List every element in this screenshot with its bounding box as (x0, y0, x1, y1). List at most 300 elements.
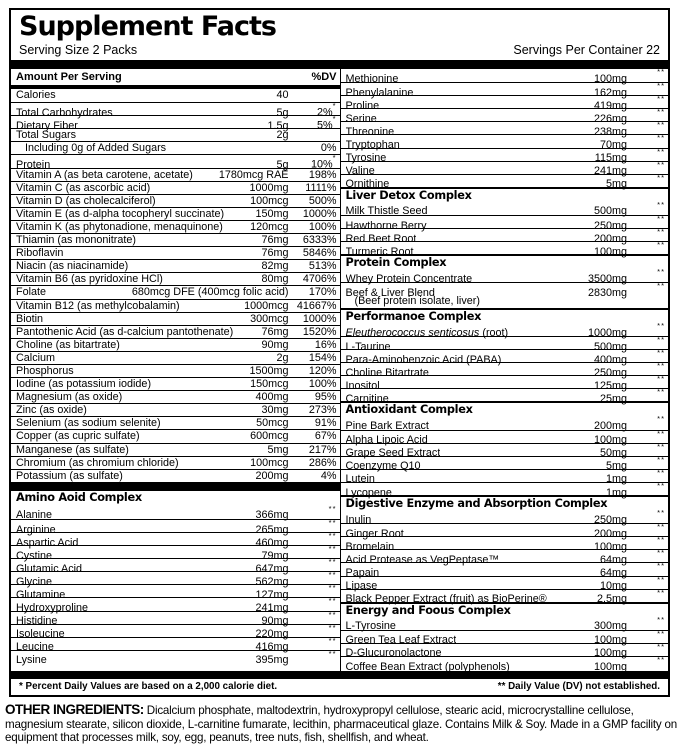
nutrient-amount: 680mcg DFE (400mcg folic acid) (131, 286, 289, 299)
nutrient-amount: 241mg (593, 165, 627, 178)
nutrient-dv: 91% (314, 417, 337, 430)
nutrient-dv: 16% (314, 338, 337, 351)
nutrient-dv: 120% (308, 364, 337, 377)
nutrient-name: Inositol (345, 379, 380, 392)
nutrient-dv: 1520% (302, 325, 337, 338)
nutrient-name: Beef & Liver Blend (345, 286, 435, 299)
nutrient-dv: ** (657, 480, 665, 490)
footnote-daily-values: * Percent Daily Values are based on a 2,000 calorie diet. (19, 681, 278, 692)
nutrient-dv: ** (657, 428, 665, 438)
nutrient-name: Vitamin B6 (as pyridoxine HCl) (16, 273, 163, 286)
nutrient-dv: 286% (308, 456, 337, 469)
nutrient-name: Vitamin A (as beta carotene, acetate) (16, 168, 193, 181)
nutrient-dv: 0% (320, 142, 337, 155)
nutrient-dv: ** (657, 107, 665, 117)
nutrient-row (11, 429, 340, 442)
nutrient-name: Thiamin (as mononitrate) (16, 234, 137, 247)
nutrient-amount: 5g (276, 159, 289, 172)
nutrient-amount: 250mg (593, 513, 627, 526)
nutrient-amount: 5mg (267, 443, 289, 456)
nutrient-amount: 5mg (605, 178, 627, 191)
nutrient-dv: ** (657, 267, 665, 277)
nutrient-dv: 2%* (316, 101, 337, 119)
nutrient-dv: ** (328, 648, 337, 658)
nutrient-dv: 10%* (310, 153, 337, 172)
nutrient-row (11, 194, 340, 207)
nutrient-dv: 6333% (302, 234, 337, 247)
nutrient-name: Aspartic Acid (16, 536, 79, 549)
nutrient-name: Bromelain (345, 540, 395, 553)
nutrient-row (11, 141, 340, 154)
nutrient-row (11, 503, 340, 522)
nutrient-name: Magnesium (as oxide) (16, 391, 123, 404)
nutrient-amount: 70mg (599, 139, 627, 152)
left-rows (11, 89, 340, 667)
nutrient-row (11, 285, 340, 298)
nutrient-dv: ** (657, 227, 665, 237)
nutrient-name: Pine Bark Extract (345, 420, 429, 433)
nutrient-amount: 76mg (261, 247, 289, 260)
nutrient-name: Zinc (as oxide) (16, 404, 87, 417)
nutrient-row (11, 583, 340, 601)
nutrient-row (11, 299, 340, 312)
nutrient-name: Lysine (16, 654, 47, 667)
nutrient-row (11, 246, 340, 259)
nutrient-amount: 250mg (593, 219, 627, 232)
nutrient-dv: ** (657, 69, 665, 76)
nutrient-dv: ** (328, 570, 337, 580)
nutrient-name: Coenzyme Q10 (345, 460, 421, 473)
nutrient-dv: 1000% (302, 207, 337, 220)
nutrient-dv: ** (657, 614, 665, 624)
nutrient-dv: ** (657, 374, 665, 384)
nutrient-row (341, 69, 669, 85)
nutrient-name: Pantothenic Acid (as d-calcium pantothenate) (16, 325, 234, 338)
nutrient-row (11, 312, 340, 325)
nutrient-dv: ** (657, 240, 665, 250)
nutrient-row (11, 272, 340, 285)
nutrient-dv: ** (328, 503, 337, 513)
nutrient-amount: 460mg (255, 536, 289, 549)
nutrient-row (11, 403, 340, 416)
nutrient-row (11, 89, 340, 102)
nutrient-name: Lycopene (345, 486, 392, 499)
nutrient-dv: ** (328, 622, 337, 632)
nutrient-amount: 90mg (261, 615, 289, 628)
nutrient-name: Grape Seed Extract (345, 447, 441, 460)
nutrient-amount: 10mg (599, 580, 627, 593)
nutrient-dv: 154% (308, 351, 337, 364)
nutrient-name: Selenium (as sodium selenite) (16, 417, 161, 430)
serving-info-row (11, 42, 668, 60)
nutrient-row (11, 443, 340, 456)
facts-title: Supplement Facts (19, 11, 276, 42)
nutrient-dv: 1111% (305, 181, 337, 194)
nutrient-amount: 241mg (255, 602, 289, 615)
nutrient-name: Ornithine (345, 178, 390, 191)
nutrient-amount: 250mg (593, 366, 627, 379)
nutrient-name: Vitamin B12 (as methylcobalamin) (16, 299, 180, 312)
nutrient-amount: 1.5g (267, 119, 289, 132)
nutrient-amount: 220mg (255, 628, 289, 641)
nutrient-name: D-Glucuronolactone (345, 647, 442, 660)
section-divider-bar (11, 482, 340, 491)
nutrient-row (341, 320, 669, 339)
nutrient-dv: 4% (320, 469, 337, 482)
nutrient-amount: 226mg (593, 112, 627, 125)
nutrient-dv: ** (657, 561, 665, 571)
nutrient-amount: 90mg (261, 338, 289, 351)
nutrient-name: Hydroxyproline (16, 602, 89, 615)
nutrient-amount: 79mg (261, 549, 289, 562)
nutrient-amount: 25mg (599, 392, 627, 405)
nutrient-amount: 2g (276, 129, 289, 142)
nutrient-dv: ** (657, 387, 665, 397)
nutrient-dv: ** (328, 609, 337, 619)
nutrient-name: Proline (345, 99, 380, 112)
right-column (340, 69, 669, 671)
nutrient-dv: 170% (308, 286, 337, 299)
nutrient-dv: 217% (308, 443, 337, 456)
nutrient-amount: 416mg (255, 641, 289, 654)
nutrient-dv: ** (657, 199, 665, 209)
nutrient-name: Coffee Bean Extract (polyphenols) (345, 660, 510, 671)
nutrient-name: Calories (16, 89, 56, 101)
nutrient-name: Milk Thistle Seed (345, 205, 428, 218)
nutrient-dv: ** (657, 120, 665, 130)
section-header: Amino Aoid Complex (16, 490, 142, 504)
nutrient-name: Glutamine (16, 588, 66, 601)
nutrient-dv: 500% (308, 194, 337, 207)
dv-header: %DV (311, 71, 337, 83)
nutrient-name: Carnitine (345, 392, 389, 405)
section-header: Performanoe Complex (341, 308, 669, 323)
right-rows (341, 69, 669, 669)
nutrient-amount: 3500mg (587, 272, 627, 285)
nutrient-name: Whey Protein Concentrate (345, 272, 473, 285)
nutrient-dv: 4706% (302, 273, 337, 286)
top-divider-bar (11, 60, 668, 69)
nutrient-row (11, 153, 340, 172)
nutrient-dv: ** (328, 531, 337, 540)
nutrient-amount: 265mg (255, 523, 289, 536)
nutrient-row (11, 181, 340, 194)
nutrient-name: Serine (345, 112, 377, 125)
nutrient-amount: 115mg (594, 152, 627, 165)
nutrient-name: Inulin (345, 513, 372, 526)
nutrient-amount: 366mg (255, 509, 289, 522)
nutrient-amount: 40 (276, 89, 289, 101)
nutrient-amount: 64mg (599, 553, 627, 566)
nutrient-amount: 500mg (593, 205, 627, 218)
nutrient-amount: 300mg (593, 620, 627, 633)
nutrient-amount: 30mg (261, 404, 289, 417)
nutrient-name: Red Beet Root (345, 232, 417, 245)
nutrient-name: Turmeric Root (345, 245, 414, 258)
nutrient-amount: 5g (276, 106, 289, 119)
nutrient-row (11, 390, 340, 403)
nutrient-row (11, 517, 340, 536)
nutrient-name: Ginger Root (345, 527, 404, 540)
nutrient-dv: ** (657, 361, 665, 371)
section-header: Protein Complex (341, 254, 669, 269)
nutrient-amount: 200mg (593, 527, 627, 540)
footnote-dv-not-established: ** Daily Value (DV) not established. (497, 681, 660, 692)
nutrient-amount: 100mg (593, 647, 627, 660)
nutrient-name: Histidine (16, 615, 58, 628)
nutrient-dv: ** (328, 557, 337, 567)
nutrient-row (11, 648, 340, 667)
nutrient-name: Alpha Lipoic Acid (345, 434, 428, 447)
nutrient-dv: ** (657, 641, 665, 651)
nutrient-dv: ** (657, 535, 665, 545)
column-header-row (11, 69, 340, 85)
nutrient-amount: 647mg (255, 562, 289, 575)
nutrient-amount: 5mg (605, 460, 627, 473)
nutrient-row (11, 259, 340, 272)
supplement-facts-label (9, 8, 670, 697)
nutrient-name: Arginine (16, 523, 56, 536)
nutrient-name: L-Tyrosine (345, 620, 396, 633)
nutrient-row (341, 199, 669, 218)
nutrient-dv: 41667% (296, 299, 337, 312)
nutrient-name: L-Taurine (345, 340, 391, 353)
nutrient-name: Black Pepper Extract (fruit) as BioPerine® (345, 593, 547, 606)
section-header: Energy and Foous Complex (341, 602, 669, 617)
nutrient-name: Choline (as bitartrate) (16, 338, 120, 351)
nutrient-name: Potassium (as sulfate) (16, 469, 123, 482)
nutrient-row (341, 414, 669, 433)
nutrient-amount: 127mg (255, 588, 289, 601)
nutrient-amount: 100mg (593, 540, 627, 553)
nutrient-amount: 238mg (593, 125, 627, 138)
nutrient-amount: 1000mg (249, 181, 289, 194)
nutrient-row (11, 338, 340, 351)
nutrient-dv: ** (657, 628, 665, 638)
nutrient-name: Niacin (as niacinamide) (16, 260, 129, 273)
nutrient-name: Tryptophan (345, 139, 400, 152)
nutrient-name: Vitamin K (as phytonadione, menaquinone) (16, 220, 223, 233)
nutrient-amount: 100mg (593, 72, 627, 85)
nutrient-amount: 2.5mg (596, 593, 627, 606)
nutrient-dv: ** (657, 81, 665, 91)
section-header: Digestive Enzyme and Absorption Complex (341, 495, 669, 510)
nutrient-row (11, 220, 340, 233)
nutrient-name: Phenylalanine (345, 86, 414, 99)
nutrient-dv: 95% (314, 391, 337, 404)
nutrient-dv: 1000% (302, 312, 337, 325)
nutrient-amount: 120mcg (250, 220, 289, 233)
nutrient-amount: 1000mg (587, 326, 627, 339)
nutrient-amount: 100mg (593, 660, 627, 671)
nutrient-amount: 64mg (599, 567, 627, 579)
nutrient-amount: 50mg (599, 447, 627, 460)
nutrient-amount: 2g (276, 351, 289, 364)
nutrient-name: Green Tea Leaf Extract (345, 634, 457, 647)
nutrient-amount: 1500mg (249, 364, 289, 377)
section-header: Liver Detox Complex (341, 187, 669, 202)
nutrient-amount: 1mg (605, 473, 627, 486)
nutrient-amount: 125mg (593, 379, 627, 392)
nutrient-name: Tyrosine (345, 152, 387, 165)
nutrient-amount: 200mg (593, 420, 627, 433)
nutrient-name: Leucine (16, 641, 54, 654)
nutrient-dv: ** (657, 213, 665, 223)
section-header: Antioxidant Complex (341, 401, 669, 416)
nutrient-amount: 100mg (593, 434, 627, 447)
nutrient-dv: ** (657, 94, 665, 104)
nutrient-name: Eleutherococcus senticosus (root) (345, 326, 509, 339)
nutrient-name: Vitamin E (as d-alpha tocopheryl succinate) (16, 207, 225, 220)
nutrient-row (341, 508, 669, 526)
nutrient-name: Folate (16, 286, 47, 299)
nutrient-name: Hawthorne Berry (345, 219, 427, 232)
nutrient-amount: 500mg (593, 340, 627, 353)
nutrient-name: Choline Bitartrate (345, 366, 429, 379)
left-column (11, 69, 340, 671)
nutrient-amount: 82mg (261, 260, 289, 273)
nutrient-amount: 562mg (255, 575, 289, 588)
nutrient-dv: ** (328, 635, 337, 645)
nutrient-amount: 200mg (593, 232, 627, 245)
nutrient-dv: 513% (308, 260, 337, 273)
nutrient-row (11, 101, 340, 119)
nutrient-name: Para-Aminobenzoic Acid (PABA) (345, 353, 502, 366)
nutrient-dv: ** (328, 517, 337, 527)
nutrient-dv: ** (657, 348, 665, 358)
nutrient-name: Dietary Fiber (16, 119, 78, 132)
nutrient-name: Biotin (16, 312, 44, 325)
nutrient-row (341, 267, 669, 285)
nutrient-row (341, 614, 669, 633)
bottom-divider-bar (11, 671, 668, 679)
nutrient-dv: ** (657, 320, 665, 330)
nutrient-name: Chromium (as chromium chloride) (16, 456, 179, 469)
nutrient-dv: 198% (308, 168, 337, 181)
footnote-row (11, 679, 668, 695)
nutrient-name: Including 0g of Added Sugars (25, 142, 167, 155)
nutrient-amount: 100mg (593, 245, 627, 258)
nutrient-amount: 1mg (605, 486, 627, 499)
other-ingredients-label: OTHER INGREDIENTS: (5, 702, 144, 717)
nutrient-dv: ** (657, 146, 665, 156)
other-ingredients-text: Dicalcium phosphate, maltodextrin, hydroxypropyl cellulose, stearic acid, microcrystalline cellulose, magnesium stearate, silicon dioxide, L-carnitine fumarate, lecithin, pharmaceutical glaze. Contains Milk & Soy. Made in a GMP facility on equipment that processes milk, soy, egg, peanuts, tree nuts, fish, shellfish, and wheat. (5, 704, 677, 745)
nutrient-row (11, 168, 340, 181)
nutrient-name: Methionine (345, 72, 399, 85)
nutrient-row (11, 557, 340, 575)
nutrient-name: Manganese (as sulfate) (16, 443, 129, 456)
nutrient-name: Copper (as cupric sulfate) (16, 430, 140, 443)
nutrient-name: Papain (345, 567, 380, 579)
nutrient-dv: ** (657, 159, 665, 169)
nutrient-row (11, 622, 340, 641)
nutrient-name: Lutein (345, 473, 375, 486)
nutrient-amount: 100mcg (250, 456, 289, 469)
nutrient-amount: 76mg (261, 234, 289, 247)
amount-per-serving-header: Amount Per Serving (16, 71, 122, 83)
label-header (11, 10, 668, 42)
nutrient-dv: 5%* (316, 114, 337, 132)
nutrient-name: Phosphorus (16, 364, 74, 377)
nutrient-name: Vitamin C (as ascorbic acid) (16, 181, 151, 194)
nutrient-dv: ** (657, 454, 665, 464)
nutrient-name: Threonine (345, 125, 395, 138)
nutrient-amount: 100mg (593, 634, 627, 647)
nutrient-name: Total Carbohydrates (16, 106, 113, 119)
nutrient-name: Protein (16, 159, 51, 172)
nutrient-dv: ** (328, 583, 337, 593)
nutrient-dv: ** (657, 172, 665, 182)
nutrient-amount: 600mcg (250, 430, 289, 443)
nutrient-dv: ** (657, 574, 665, 584)
nutrient-amount: 150mcg (250, 378, 289, 391)
nutrient-row (11, 469, 340, 482)
nutrient-amount: 2830mg (587, 286, 627, 299)
nutrient-row (11, 207, 340, 220)
serving-size: Serving Size 2 Packs (19, 43, 138, 57)
nutrient-name: Acid Protease as VegPeptase™ (345, 553, 500, 566)
nutrient-name: Cystine (16, 549, 53, 562)
nutrient-dv: ** (657, 587, 665, 597)
nutrient-amount: 100mcg (250, 194, 289, 207)
nutrient-name: Valine (345, 165, 375, 178)
nutrient-name: Calcium (16, 351, 55, 364)
nutrient-amount: 400mg (593, 353, 627, 366)
nutrient-row (11, 233, 340, 246)
nutrient-amount: 300mcg (250, 312, 289, 325)
nutrient-name: Glycine (16, 575, 53, 588)
nutrient-dv: ** (328, 544, 337, 554)
nutrient-name: Alanine (16, 509, 53, 522)
nutrient-name: Lipase (345, 580, 378, 593)
nutrient-amount: 400mg (255, 391, 289, 404)
nutrient-name: Total Sugars (16, 129, 77, 142)
nutrient-amount: 50mcg (256, 417, 289, 430)
ingredient-subnote: (Beef protein isolate, liver) (354, 295, 480, 308)
nutrient-dv: ** (657, 335, 665, 344)
nutrient-name: Riboflavin (16, 247, 64, 260)
nutrient-dv: 273% (308, 404, 337, 417)
nutrient-amount: 80mg (261, 273, 289, 286)
nutrient-row (11, 364, 340, 377)
servings-per-container: Servings Per Container 22 (513, 43, 660, 57)
nutrient-amount: 76mg (261, 325, 289, 338)
nutrient-name: Vitamin D (as cholecalciferol) (16, 194, 156, 207)
facts-columns (11, 69, 668, 671)
nutrient-dv: 100% (308, 220, 337, 233)
nutrient-row (11, 416, 340, 429)
nutrient-row (11, 456, 340, 469)
nutrient-dv: ** (657, 133, 665, 143)
nutrient-amount: 150mg (255, 207, 289, 220)
nutrient-amount: 200mg (255, 469, 289, 482)
nutrient-dv: ** (657, 281, 665, 291)
nutrient-dv: ** (657, 441, 665, 451)
nutrient-dv: ** (657, 467, 665, 477)
nutrient-dv: ** (657, 522, 665, 532)
nutrient-dv: 100% (308, 378, 337, 391)
other-ingredients (5, 703, 677, 745)
nutrient-name: Isoleucine (16, 628, 65, 641)
nutrient-name: Iodine (as potassium iodide) (16, 378, 152, 391)
nutrient-dv: 5846% (302, 247, 337, 260)
nutrient-name: Glutamic Acid (16, 562, 83, 575)
nutrient-dv: ** (657, 508, 665, 518)
nutrient-amount: 395mg (255, 654, 289, 667)
nutrient-dv: ** (657, 654, 665, 664)
nutrient-row (11, 325, 340, 338)
nutrient-dv: ** (657, 548, 665, 558)
